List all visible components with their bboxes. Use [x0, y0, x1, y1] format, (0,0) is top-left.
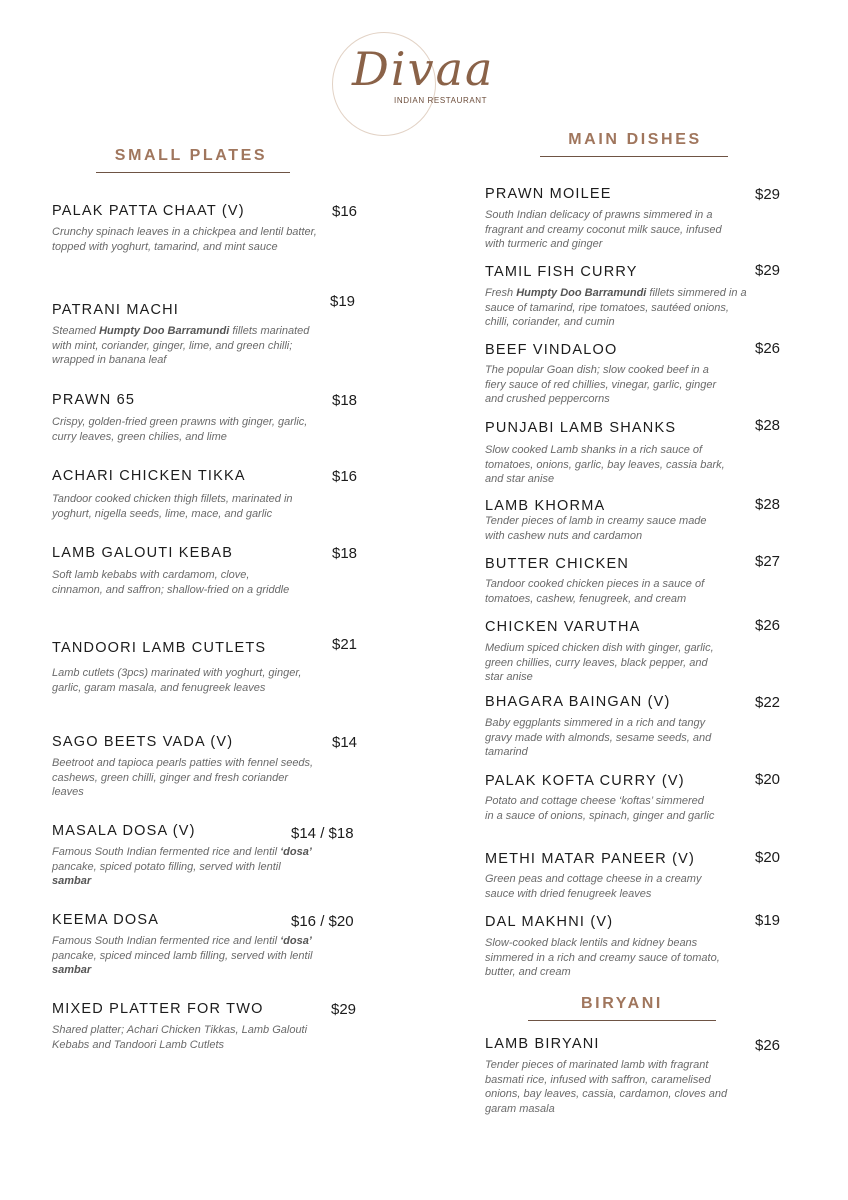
item-description: Soft lamb kebabs with cardamom, clove, cinnamon, and saffron; shallow-fried on a griddle: [52, 569, 290, 596]
item-name: PALAK PATTA CHAAT (V): [52, 203, 245, 219]
item-price: $20: [755, 771, 781, 788]
item-name: MASALA DOSA (V): [52, 823, 196, 839]
item-description: Famous South Indian fermented rice and lentil ‘dosa’ pancake, spiced potato filling, served with lentil sambar: [52, 846, 312, 887]
item-description: Slow-cooked black lentils and kidney beans simmered in a rich and creamy sauce of tomato, butter, and cream: [485, 937, 720, 978]
item-description: Fresh Humpty Doo Barramundi fillets simmered in a sauce of tamarind, ripe tomatoes, sautéed onions, chilli, coriander, and cumin: [485, 287, 747, 328]
item-description: Tandoor cooked chicken pieces in a sauce of tomatoes, cashew, fenugreek, and cream: [485, 578, 705, 605]
item-description: The popular Goan dish; slow cooked beef in a fiery sauce of red chillies, vinegar, garlic, ginger and crushed peppercorns: [485, 364, 717, 405]
item-price: $29: [331, 1001, 357, 1018]
item-name: BEEF VINDALOO: [485, 342, 618, 358]
item-name: MIXED PLATTER FOR TWO: [52, 1001, 264, 1017]
item-name: TANDOORI LAMB CUTLETS: [52, 640, 267, 656]
item-price: $16 / $20: [291, 913, 354, 930]
item-price: $14: [332, 734, 358, 751]
logo-subtitle: INDIAN RESTAURANT: [394, 96, 488, 105]
item-name: LAMB GALOUTI KEBAB: [52, 545, 234, 561]
item-description: Shared platter; Achari Chicken Tikkas, Lamb Galouti Kebabs and Tandoori Lamb Cutlets: [52, 1024, 308, 1051]
item-name: LAMB BIRYANI: [485, 1036, 600, 1052]
item-name: CHICKEN VARUTHA: [485, 619, 641, 635]
item-price: $27: [755, 553, 781, 570]
item-price: $29: [755, 186, 781, 203]
small-plates-heading: SMALL PLATES: [114, 147, 268, 164]
item-name: BUTTER CHICKEN: [485, 556, 630, 572]
item-name: PRAWN MOILEE: [485, 186, 612, 202]
item-price: $28: [755, 496, 781, 513]
item-description: Tender pieces of lamb in creamy sauce made with cashew nuts and cardamon: [485, 515, 707, 542]
main-dishes-heading: MAIN DISHES: [568, 131, 702, 148]
item-price: $29: [755, 262, 781, 279]
logo-brand-name: Divaa: [352, 42, 495, 96]
main-dishes-rule: [540, 156, 728, 157]
item-name: METHI MATAR PANEER (V): [485, 851, 696, 867]
item-description: Medium spiced chicken dish with ginger, garlic, green chillies, curry leaves, black pepper, and star anise: [485, 642, 714, 683]
item-description: Crispy, golden-fried green prawns with ginger, garlic, curry leaves, green chilies, and lime: [52, 416, 308, 443]
item-description: Potato and cottage cheese ‘koftas’ simmered in a sauce of onions, spinach, ginger and garlic: [485, 795, 715, 822]
item-price: $26: [755, 617, 781, 634]
small-plates-rule: [96, 172, 290, 173]
item-description: Crunchy spinach leaves in a chickpea and lentil batter, topped with yoghurt, tamarind, and mint sauce: [52, 226, 317, 253]
restaurant-logo: [330, 30, 500, 140]
item-description: Tandoor cooked chicken thigh fillets, marinated in yoghurt, nigella seeds, lime, mace, and garlic: [52, 493, 293, 520]
item-name: TAMIL FISH CURRY: [485, 264, 638, 280]
item-name: LAMB KHORMA: [485, 498, 606, 514]
item-price: $18: [332, 392, 358, 409]
item-description: Famous South Indian fermented rice and lentil ‘dosa’ pancake, spiced minced lamb filling, served with lentil sambar: [52, 935, 313, 976]
item-name: PALAK KOFTA CURRY (V): [485, 773, 685, 789]
item-price: $16: [332, 203, 358, 220]
item-price: $19: [330, 293, 356, 310]
item-name: PATRANI MACHI: [52, 302, 180, 318]
item-price: $22: [755, 694, 781, 711]
item-name: KEEMA DOSA: [52, 912, 160, 928]
item-name: DAL MAKHNI (V): [485, 914, 614, 930]
item-price: $26: [755, 340, 781, 357]
item-description: Green peas and cottage cheese in a creamy sauce with dried fenugreek leaves: [485, 873, 702, 900]
biryani-heading: BIRYANI: [581, 995, 663, 1012]
item-description: Steamed Humpty Doo Barramundi fillets marinated with mint, coriander, ginger, lime, and green chilli; wrapped in banana leaf: [52, 325, 310, 366]
item-price: $19: [755, 912, 781, 929]
item-name: PRAWN 65: [52, 392, 136, 408]
item-description: South Indian delicacy of prawns simmered in a fragrant and creamy coconut milk sauce, infused with turmeric and ginger: [485, 209, 722, 250]
item-price: $14 / $18: [291, 825, 354, 842]
item-price: $26: [755, 1037, 781, 1054]
item-description: Slow cooked Lamb shanks in a rich sauce of tomatoes, onions, garlic, bay leaves, cassia bark, and star anise: [485, 444, 725, 485]
item-description: Beetroot and tapioca pearls patties with fennel seeds, cashews, green chilli, ginger and fresh coriander leaves: [52, 757, 314, 798]
item-price: $21: [332, 636, 358, 653]
item-name: BHAGARA BAINGAN (V): [485, 694, 671, 710]
item-description: Lamb cutlets (3pcs) marinated with yoghurt, ginger, garlic, garam masala, and fenugreek leaves: [52, 667, 302, 694]
item-price: $20: [755, 849, 781, 866]
item-price: $18: [332, 545, 358, 562]
item-price: $28: [755, 417, 781, 434]
biryani-rule: [528, 1020, 716, 1021]
item-price: $16: [332, 468, 358, 485]
item-description: Baby eggplants simmered in a rich and tangy gravy made with almonds, sesame seeds, and tamarind: [485, 717, 712, 758]
item-name: PUNJABI LAMB SHANKS: [485, 420, 677, 436]
item-name: ACHARI CHICKEN TIKKA: [52, 468, 246, 484]
item-description: Tender pieces of marinated lamb with fragrant basmati rice, infused with saffron, caramelised onions, bay leaves, cassia, cardamon, cloves and garam masala: [485, 1059, 728, 1115]
item-name: SAGO BEETS VADA (V): [52, 734, 234, 750]
